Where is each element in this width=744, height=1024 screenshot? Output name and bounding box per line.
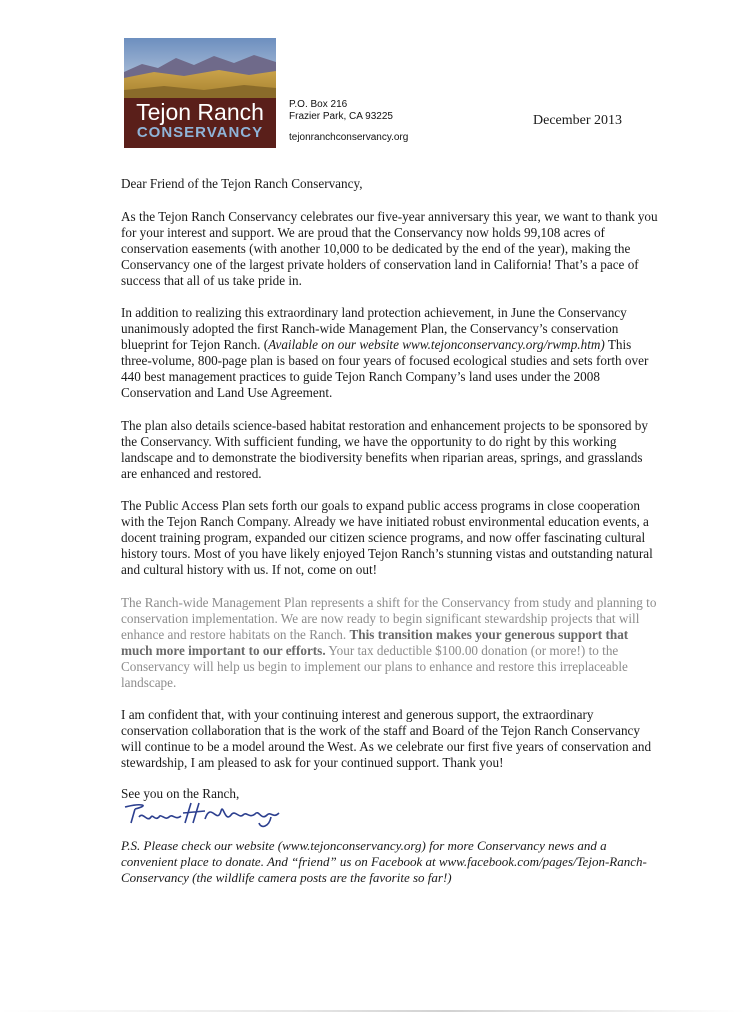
paragraph-habitat: The plan also details science-based habitat restoration and enhancement projects to be sponsored by the Conservancy. With sufficient funding, we have the opportunity to do right by this working landscape and to demonstrate the biodiversity benefits when riparian areas, springs, and grasslands are enhanced and restored. bbox=[121, 417, 648, 481]
paragraph-text: The Ranch-wide Management Plan represents a shift for the Conservancy from study and planning to conservation implementation. We are now ready to begin significant stewardship projects that will enhance and restore habitats on the Ranch. bbox=[121, 594, 657, 642]
emphasis-text: This transition makes your generous support that much more important to our efforts. bbox=[121, 626, 629, 658]
paragraph-text: In addition to realizing this extraordinary land protection achievement, in June the Conservancy unanimously adopted the first Ranch-wide Management Plan, the Conservancy’s conservation blueprint for Tejon Ranch. ( bbox=[121, 305, 627, 352]
website-link[interactable]: tejonranchconservancy.org bbox=[289, 132, 409, 143]
postscript bbox=[121, 838, 666, 886]
signature-image bbox=[121, 797, 291, 831]
po-box: P.O. Box 216 bbox=[289, 99, 348, 110]
letter-body bbox=[121, 176, 661, 818]
paragraph-closing: I am confident that, with your continuing interest and generous support, the extraordinary conservation collaboration that is the work of the staff and Board of the Tejon Ranch Conservancy will continue to be a model around the West. As we celebrate our first five years of conservation and stewardship, I am pleased to ask for your continued support. Thank you! bbox=[121, 707, 652, 770]
salutation: Dear Friend of the Tejon Ranch Conservancy, bbox=[121, 176, 363, 191]
paragraph-transition bbox=[121, 595, 661, 691]
logo-title: Tejon Ranch bbox=[136, 99, 264, 125]
city-line: Frazier Park, CA 93225 bbox=[289, 111, 393, 122]
address-block bbox=[289, 99, 408, 144]
scan-edge-line bbox=[0, 1010, 744, 1012]
paragraph-anniversary: As the Tejon Ranch Conservancy celebrates our five-year anniversary this year, we want to thank you for your interest and support. We are proud that the Conservancy now holds 99,108 acres of conservation easements (with another 10,000 to be dedicated by the end of the year), making the Conservancy one of the largest private holders of conservation land in California! That’s a pace of success that all of us take pride in. bbox=[121, 208, 658, 288]
conservancy-logo bbox=[124, 38, 276, 148]
paragraph-management-plan bbox=[121, 305, 661, 401]
paragraph-text: This three-volume, 800-page plan is based on four years of focused ecological studies and sets forth over 440 best management practices to guide Tejon Ranch Company’s land uses under the 2008 Conservation and Land Use Agreement. bbox=[121, 337, 649, 400]
closing-line: See you on the Ranch, bbox=[121, 785, 240, 801]
logo-subtitle: CONSERVANCY bbox=[136, 124, 264, 141]
paragraph-public-access: The Public Access Plan sets forth our goals to expand public access programs in close cooperation with the Tejon Ranch Company. Already we have initiated robust environmental education events, a docent training program, expanded our citizen science programs, and now offer fascinating cultural history tours. Most of you have likely enjoyed Tejon Ranch’s stunning vistas and outstanding natural and cultural history with us. If not, come on out! bbox=[121, 498, 653, 577]
paragraph-text: Your tax deductible $100.00 donation (or more!) to the Conservancy will help us begin to implement our plans to enhance and restore this irreplaceable landscape. bbox=[121, 642, 628, 690]
letter-date: December 2013 bbox=[533, 113, 623, 128]
website-reference: Available on our website www.tejonconservancy.org/rwmp.htm) bbox=[268, 337, 605, 352]
signature bbox=[121, 797, 291, 836]
postscript-text: P.S. Please check our website (www.tejonconservancy.org) for more Conservancy news and a convenient place to donate. And “friend” us on Facebook at www.facebook.com/pages/Tejon-Ranch-Conservancy (the wildlife camera posts are the favorite so far!) bbox=[121, 838, 647, 885]
